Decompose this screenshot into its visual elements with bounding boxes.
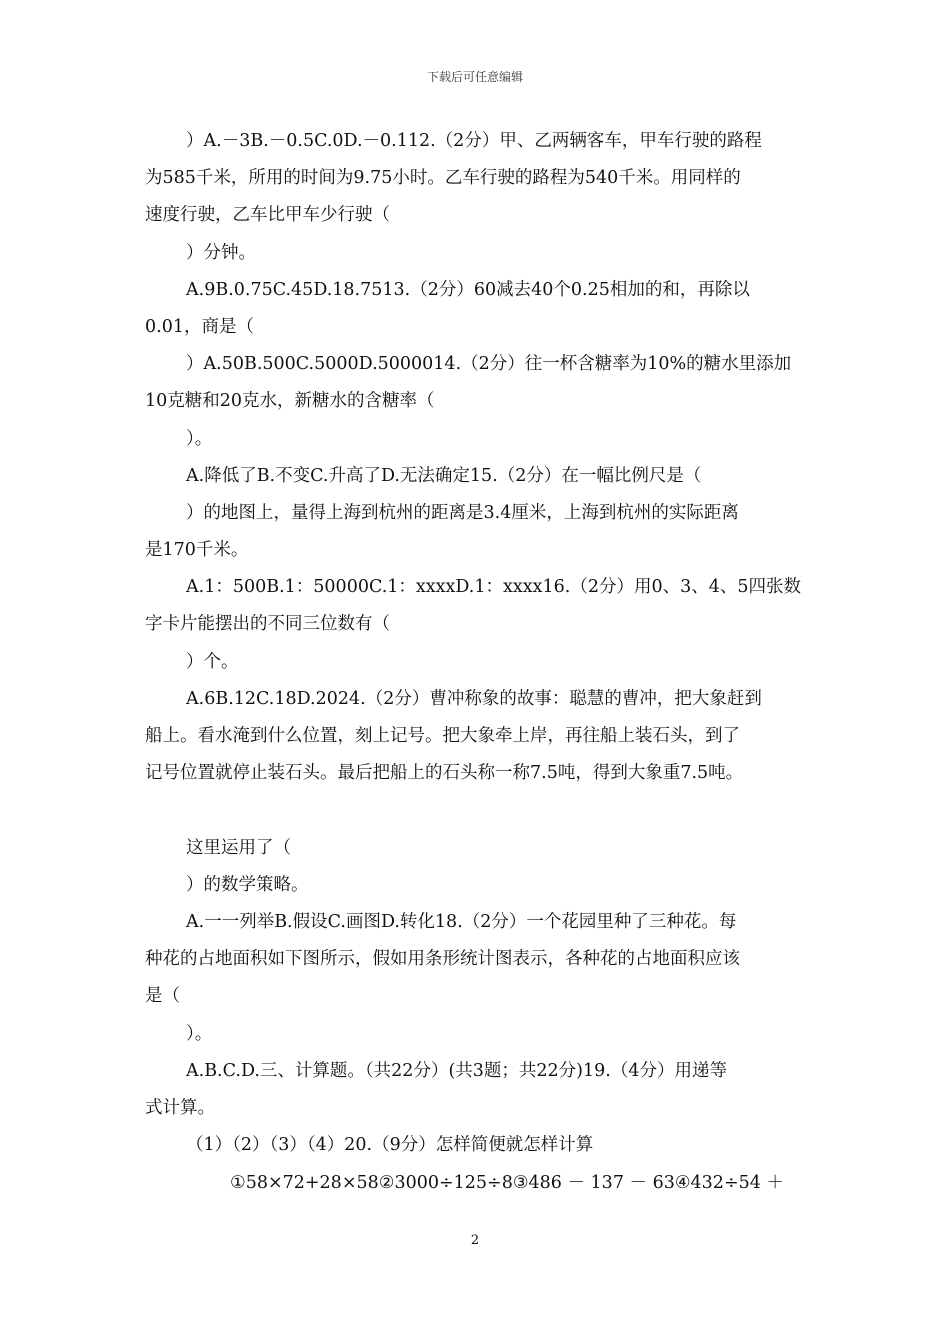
text-line: ）的地图上，量得上海到杭州的距离是3.4厘米，上海到杭州的实际距离 bbox=[186, 503, 739, 523]
text-line: 种花的占地面积如下图所示，假如用条形统计图表示，各种花的占地面积应该 bbox=[145, 949, 740, 969]
text-line: ①58×72+28×58②3000÷125÷8③486 － 137 － 63④432÷54 ＋ bbox=[230, 1173, 784, 1193]
text-line: A.6B.12C.18D.2024.（2分）曹冲称象的故事：聪慧的曹冲，把大象赶到 bbox=[186, 689, 762, 709]
text-line: 字卡片能摆出的不同三位数有（ bbox=[145, 614, 390, 634]
text-line: A.1：500B.1：50000C.1：xxxxD.1：xxxx16.（2分）用0、3、4、5四张数 bbox=[186, 577, 801, 597]
text-line: A.降低了B.不变C.升高了D.无法确定15.（2分）在一幅比例尺是（ bbox=[186, 466, 702, 486]
page-header: 下载后可任意编辑 bbox=[426, 70, 523, 84]
text-line: 0.01，商是（ bbox=[145, 317, 254, 337]
text-line: ）。 bbox=[186, 429, 213, 449]
text-line: 记号位置就停止装石头。最后把船上的石头称一称7.5吨，得到大象重7.5吨。 bbox=[145, 763, 744, 783]
text-line: ）个。 bbox=[186, 652, 239, 672]
text-line: 10克糖和20克水，新糖水的含糖率（ bbox=[145, 391, 435, 411]
text-line: 是170千米。 bbox=[145, 540, 249, 560]
text-line: ）的数学策略。 bbox=[186, 875, 309, 895]
text-line: ）。 bbox=[186, 1024, 213, 1044]
text-line: ）A.－3B.－0.5C.0D.－0.112.（2分）甲、乙两辆客车，甲车行驶的路程 bbox=[186, 131, 762, 151]
text-line: 速度行驶，乙车比甲车少行驶（ bbox=[145, 205, 390, 225]
text-line: （1）（2）（3）（4）20.（9分）怎样简便就怎样计算 bbox=[186, 1135, 594, 1155]
page-number: 2 bbox=[470, 1233, 480, 1248]
text-line: 为585千米，所用的时间为9.75小时。乙车行驶的路程为540千米。用同样的 bbox=[145, 168, 741, 188]
text-line: ）A.50B.500C.5000D.5000014.（2分）往一杯含糖率为10%的糖水里添加 bbox=[186, 354, 792, 374]
text-line: 是（ bbox=[145, 986, 180, 1006]
text-line: 船上。看水淹到什么位置，刻上记号。把大象牵上岸，再往船上装石头，到了 bbox=[145, 726, 740, 746]
text-line: 这里运用了（ bbox=[186, 838, 291, 858]
text-line: ）分钟。 bbox=[186, 243, 256, 263]
text-line: A.一一列举B.假设C.画图D.转化18.（2分）一个花园里种了三种花。每 bbox=[186, 912, 737, 932]
text-line: A.9B.0.75C.45D.18.7513.（2分）60减去40个0.25相加的和，再除以 bbox=[186, 280, 750, 300]
text-line: A.B.C.D.三、计算题。（共22分）(共3题；共22分)19.（4分）用递等 bbox=[186, 1061, 727, 1081]
text-line: 式计算。 bbox=[145, 1098, 215, 1118]
